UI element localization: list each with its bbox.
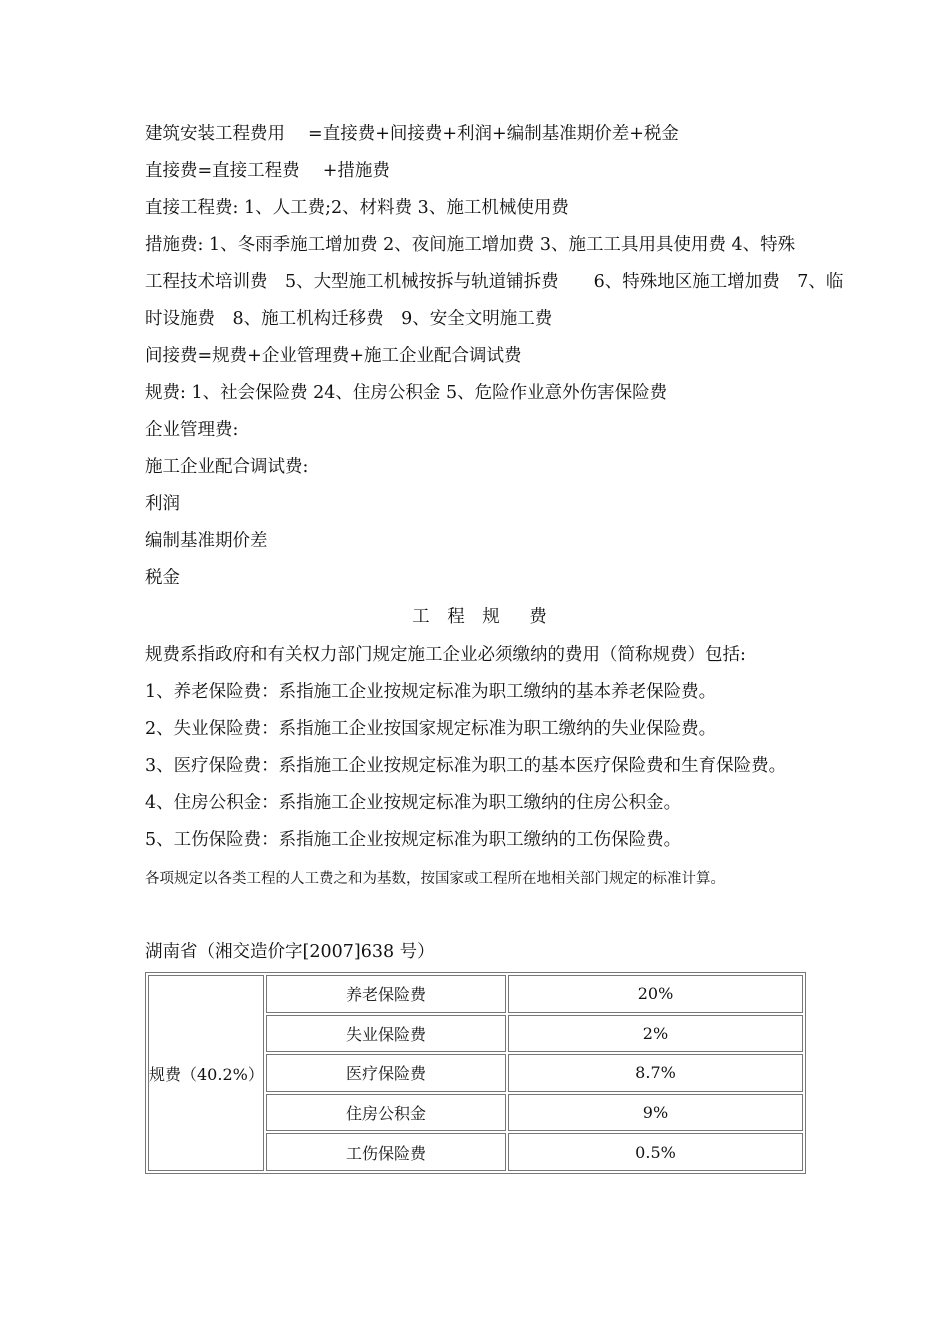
fee-rate-cell: 9% xyxy=(508,1094,803,1132)
fee-rate-cell: 0.5% xyxy=(508,1133,803,1171)
fee-name-cell: 住房公积金 xyxy=(266,1094,506,1132)
fee-item: 3、医疗保险费：系指施工企业按规定标准为职工的基本医疗保险费和生育保险费。 xyxy=(145,756,787,776)
fee-item: 5、工伤保险费：系指施工企业按规定标准为职工缴纳的工伤保险费。 xyxy=(145,830,682,850)
formula-line: 措施费: 1、冬雨季施工增加费 2、夜间施工增加费 3、施工工具用具使用费 4、特殊 xyxy=(145,235,796,255)
table-row xyxy=(148,975,803,1013)
formula-line: 利润 xyxy=(145,494,180,514)
formula-line: 直接工程费: 1、人工费;2、材料费 3、施工机械使用费 xyxy=(145,198,569,218)
formula-line: 税金 xyxy=(145,568,180,588)
formula-line: 企业管理费: xyxy=(145,420,239,440)
formula-line: 施工企业配合调试费: xyxy=(145,457,309,477)
calculation-note: 各项规定以各类工程的人工费之和为基数，按国家或工程所在地相关部门规定的标准计算。 xyxy=(145,871,725,887)
formula-line: 编制基准期价差 xyxy=(145,531,268,551)
formula-line: 规费: 1、社会保险费 24、住房公积金 5、危险作业意外伤害保险费 xyxy=(145,383,668,403)
fee-name-cell: 医疗保险费 xyxy=(266,1054,506,1092)
fee-rate-cell: 20% xyxy=(508,975,803,1013)
province-heading: 湖南省（湘交造价字[2007]638 号） xyxy=(145,942,435,962)
intro-text: 规费系指政府和有关权力部门规定施工企业必须缴纳的费用（简称规费）包括: xyxy=(145,645,746,665)
fee-item: 1、养老保险费：系指施工企业按规定标准为职工缴纳的基本养老保险费。 xyxy=(145,682,717,702)
formula-line: 直接费=直接工程费 +措施费 xyxy=(145,161,390,181)
document-body xyxy=(145,116,845,967)
formula-line: 间接费=规费+企业管理费+施工企业配合调试费 xyxy=(145,346,522,366)
group-label-cell: 规费（40.2%） xyxy=(148,975,264,1171)
fee-rate-table xyxy=(145,972,806,1174)
fee-name-cell: 失业保险费 xyxy=(266,1015,506,1053)
fee-rate-cell: 2% xyxy=(508,1015,803,1053)
formula-line: 工程技术培训费 5、大型施工机械按拆与轨道铺拆费 6、特殊地区施工增加费 7、临 xyxy=(145,272,844,292)
fee-item: 2、失业保险费：系指施工企业按国家规定标准为职工缴纳的失业保险费。 xyxy=(145,719,717,739)
fee-name-cell: 工伤保险费 xyxy=(266,1133,506,1171)
formula-line: 建筑安装工程费用 =直接费+间接费+利润+编制基准期价差+税金 xyxy=(145,124,679,144)
fee-name-cell: 养老保险费 xyxy=(266,975,506,1013)
section-title: 工 程 规 费 xyxy=(412,607,553,627)
fee-rate-cell: 8.7% xyxy=(508,1054,803,1092)
formula-line: 时设施费 8、施工机构迁移费 9、安全文明施工费 xyxy=(145,309,553,329)
fee-item: 4、住房公积金：系指施工企业按规定标准为职工缴纳的住房公积金。 xyxy=(145,793,682,813)
